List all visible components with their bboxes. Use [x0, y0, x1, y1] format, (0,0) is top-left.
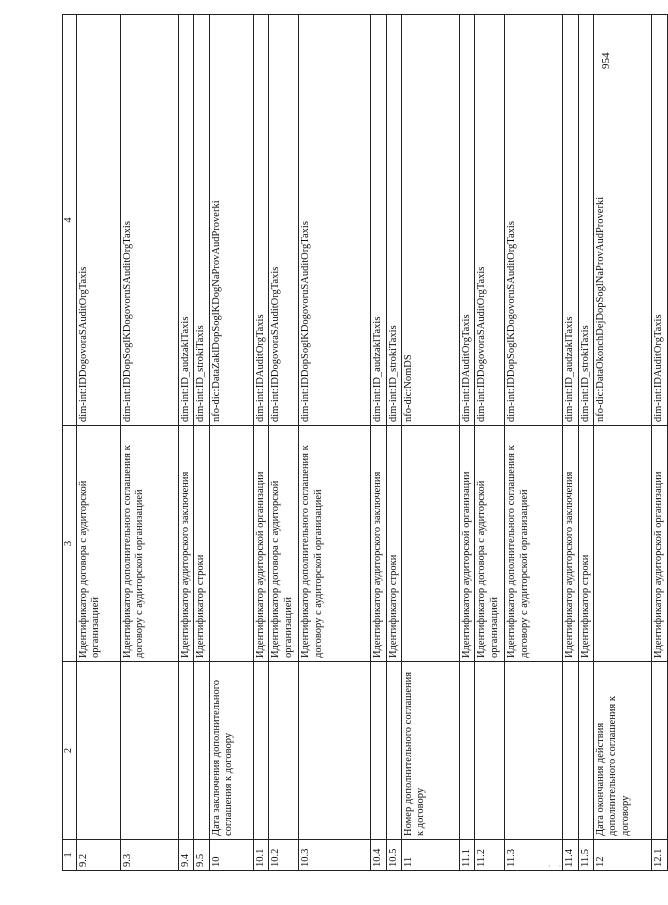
- indicator-name-cell: [386, 662, 401, 840]
- axis-description-cell: Идентификатор договора с аудиторской организацией: [475, 426, 505, 662]
- row-number-cell: 11.1: [459, 840, 474, 871]
- row-number-cell: 10.3: [299, 840, 371, 871]
- axis-description-cell: Идентификатор договора с аудиторской организацией: [269, 426, 299, 662]
- table-row: [77, 15, 121, 871]
- page-number: [596, 45, 616, 75]
- axis-description-cell: Идентификатор аудиторской организации: [459, 426, 474, 662]
- table-row: [386, 15, 401, 871]
- row-number-cell: 11.5: [578, 840, 593, 871]
- row-number-cell: 10.1: [253, 840, 268, 871]
- row-number-cell: 12.1: [652, 840, 668, 871]
- element-code-cell: dim-int:ID_audzaklTaxis: [371, 15, 386, 426]
- table-row: [563, 15, 578, 871]
- header-cell: 2: [63, 662, 77, 840]
- indicator-name-cell: [505, 662, 563, 840]
- indicator-name-cell: [194, 662, 209, 840]
- element-code-cell: dim-int:IDAuditOrgTaxis: [459, 15, 474, 426]
- element-code-cell: nfo-dic:DataZaklDopSoglKDogNaProvAudProverki: [209, 15, 253, 426]
- axis-description-cell: Идентификатор аудиторского заключения: [563, 426, 578, 662]
- element-code-cell: dim-int:IDDogovoraSAuditOrgTaxis: [269, 15, 299, 426]
- axis-description-cell: Идентификатор строки: [194, 426, 209, 662]
- axis-description-cell: Идентификатор строки: [578, 426, 593, 662]
- margin-marks: · · · ·: [548, 862, 586, 871]
- taxonomy-table: [62, 14, 668, 871]
- table-row: [253, 15, 268, 871]
- indicator-name-cell: [77, 662, 121, 840]
- table-row: [459, 15, 474, 871]
- element-code-cell: dim-int:ID_audzaklTaxis: [179, 15, 194, 426]
- element-code-cell: dim-int:IDDopSoglKDogovoruSAuditOrgTaxis: [505, 15, 563, 426]
- axis-description-cell: Идентификатор аудиторской организации: [253, 426, 268, 662]
- indicator-name-cell: [652, 662, 668, 840]
- page-number-text: 954: [600, 52, 612, 69]
- axis-description-cell: Идентификатор аудиторского заключения: [179, 426, 194, 662]
- table-row: [209, 15, 253, 871]
- axis-description-cell: [209, 426, 253, 662]
- element-code-cell: nfo-dic:DataOkonchDejDopSoglNaProvAudProverki: [594, 15, 652, 426]
- row-number-cell: 10: [209, 840, 253, 871]
- header-cell: 1: [63, 840, 77, 871]
- element-code-cell: dim-int:IDAuditOrgTaxis: [253, 15, 268, 426]
- indicator-name-cell: [459, 662, 474, 840]
- row-number-cell: 9.3: [121, 840, 179, 871]
- row-number-cell: 9.2: [77, 840, 121, 871]
- row-number-cell: 9.4: [179, 840, 194, 871]
- table-row: [594, 15, 652, 871]
- element-code-cell: dim-int:ID_strokiTaxis: [578, 15, 593, 426]
- table-row: [299, 15, 371, 871]
- element-code-cell: nfo-dic:NomDS: [401, 15, 459, 426]
- indicator-name-cell: [475, 662, 505, 840]
- header-row: [63, 15, 77, 871]
- table-row: [269, 15, 299, 871]
- table-row: [505, 15, 563, 871]
- indicator-name-cell: [578, 662, 593, 840]
- element-code-cell: dim-int:IDDopSoglKDogovoruSAuditOrgTaxis: [299, 15, 371, 426]
- indicator-name-cell: [371, 662, 386, 840]
- row-number-cell: 12: [594, 840, 652, 871]
- table-row: [121, 15, 179, 871]
- header-cell: 3: [63, 426, 77, 662]
- indicator-name-cell: [121, 662, 179, 840]
- table-body: [63, 15, 668, 871]
- table-row: [401, 15, 459, 871]
- row-number-cell: 10.4: [371, 840, 386, 871]
- row-number-cell: 9.5: [194, 840, 209, 871]
- element-code-cell: dim-int:ID_strokiTaxis: [194, 15, 209, 426]
- axis-description-cell: Идентификатор дополнительного соглашения к договору с аудиторской организацией: [299, 426, 371, 662]
- table-row: [475, 15, 505, 871]
- indicator-name-cell: [563, 662, 578, 840]
- axis-description-cell: Идентификатор дополнительного соглашения к договору с аудиторской организацией: [121, 426, 179, 662]
- table-row: [194, 15, 209, 871]
- element-code-cell: dim-int:IDDopSoglKDogovoruSAuditOrgTaxis: [121, 15, 179, 426]
- element-code-cell: dim-int:ID_strokiTaxis: [386, 15, 401, 426]
- table-row: [578, 15, 593, 871]
- table-row: [371, 15, 386, 871]
- indicator-name-cell: [253, 662, 268, 840]
- row-number-cell: 11.3: [505, 840, 563, 871]
- indicator-name-cell: [269, 662, 299, 840]
- axis-description-cell: [401, 426, 459, 662]
- axis-description-cell: Идентификатор аудиторской организации: [652, 426, 668, 662]
- indicator-name-cell: [299, 662, 371, 840]
- element-code-cell: dim-int:IDDogovoraSAuditOrgTaxis: [475, 15, 505, 426]
- element-code-cell: dim-int:IDDogovoraSAuditOrgTaxis: [77, 15, 121, 426]
- axis-description-cell: [594, 426, 652, 662]
- axis-description-cell: Идентификатор аудиторского заключения: [371, 426, 386, 662]
- row-number-cell: 11.4: [563, 840, 578, 871]
- row-number-cell: 11.2: [475, 840, 505, 871]
- axis-description-cell: Идентификатор договора с аудиторской организацией: [77, 426, 121, 662]
- axis-description-cell: Идентификатор строки: [386, 426, 401, 662]
- element-code-cell: dim-int:IDAuditOrgTaxis: [652, 15, 668, 426]
- indicator-name-cell: Номер дополнительного соглашения к договору: [401, 662, 459, 840]
- row-number-cell: 10.5: [386, 840, 401, 871]
- indicator-name-cell: Дата заключения дополнительного соглашения к договору: [209, 662, 253, 840]
- axis-description-cell: Идентификатор дополнительного соглашения к договору с аудиторской организацией: [505, 426, 563, 662]
- indicator-name-cell: [179, 662, 194, 840]
- indicator-name-cell: Дата окончания действия дополнительного соглашения к договору: [594, 662, 652, 840]
- element-code-cell: dim-int:ID_audzaklTaxis: [563, 15, 578, 426]
- header-cell: 4: [63, 15, 77, 426]
- row-number-cell: 10.2: [269, 840, 299, 871]
- row-number-cell: 11: [401, 840, 459, 871]
- table-row: [652, 15, 668, 871]
- table-row: [179, 15, 194, 871]
